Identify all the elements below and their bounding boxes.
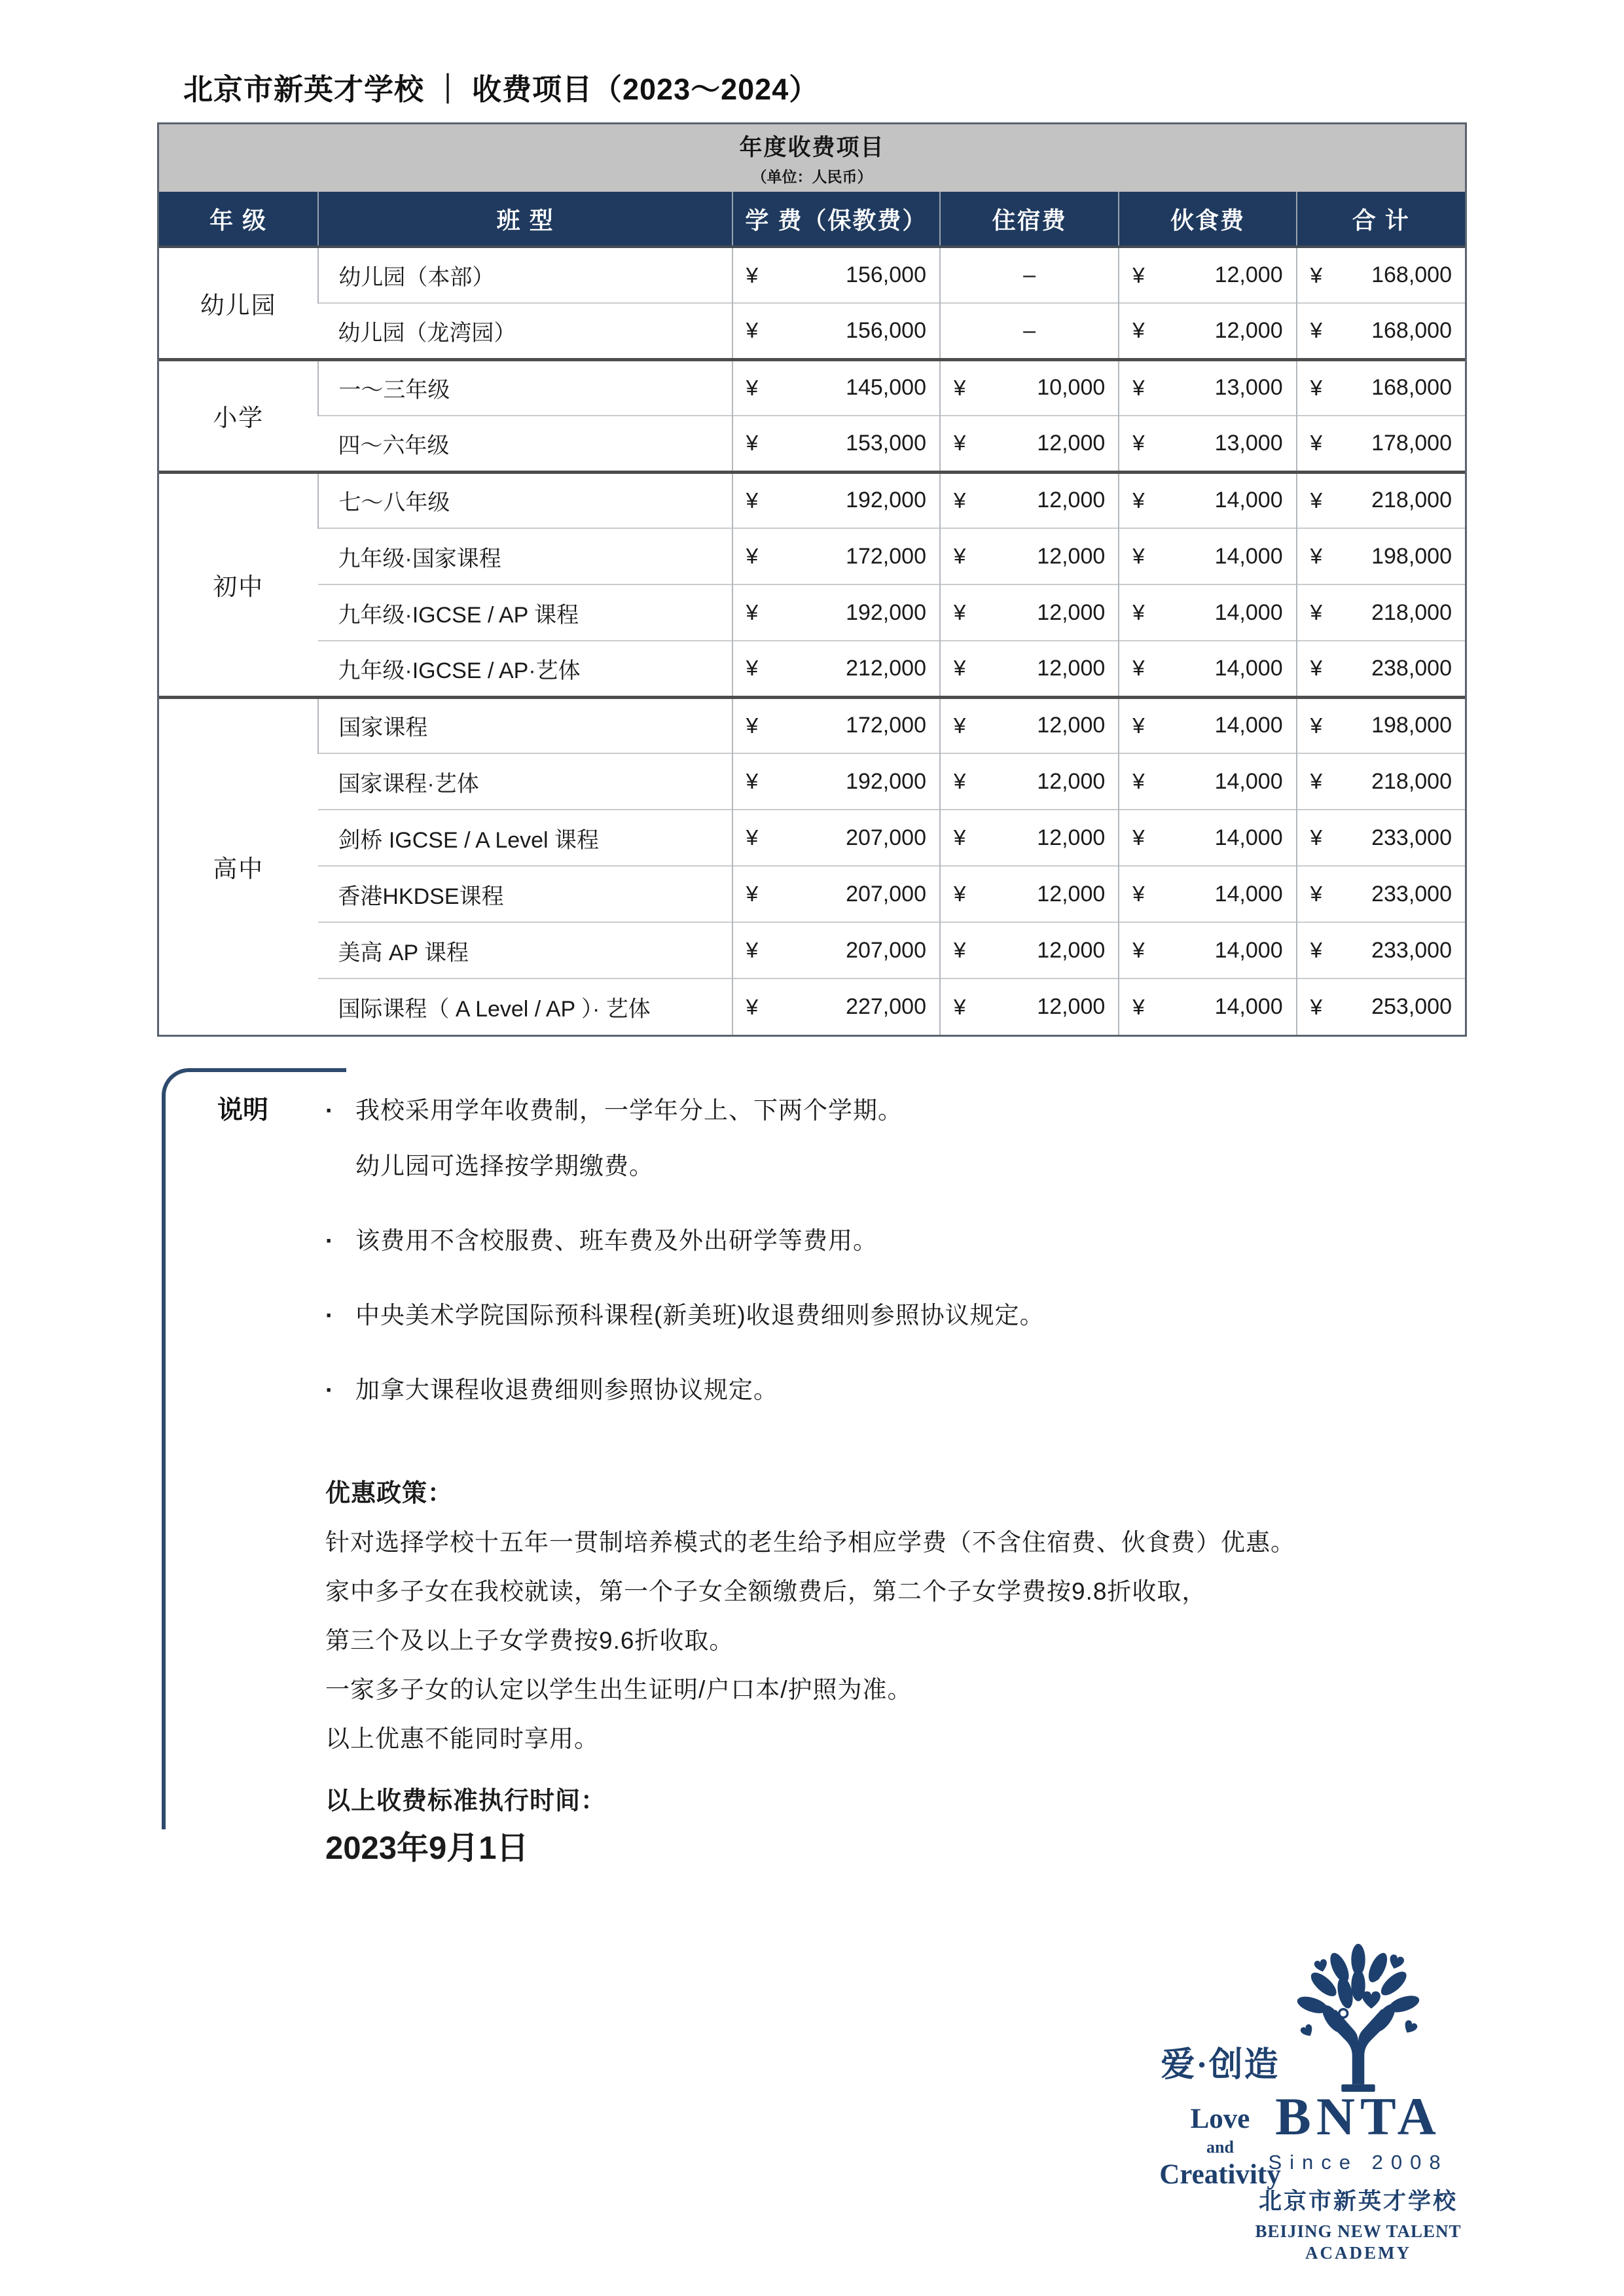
note-line	[325, 1374, 1448, 1407]
column-header-4: 伙食费	[1119, 192, 1296, 247]
meal-cell	[1119, 359, 1296, 416]
program-cell: 一～三年级	[318, 359, 732, 416]
meal-cell	[1119, 528, 1296, 584]
boarding-cell	[940, 810, 1119, 866]
amount-value: 192,000	[846, 488, 926, 513]
amount-value: 172,000	[846, 543, 926, 569]
currency-symbol: ¥	[953, 938, 966, 962]
currency-symbol: ¥	[1132, 882, 1145, 906]
note-line	[325, 1150, 1448, 1183]
table-row	[159, 866, 1465, 922]
notes-section	[162, 1068, 1468, 1866]
tuition-cell	[732, 810, 940, 866]
amount-value: 14,000	[1214, 881, 1283, 906]
amount-value: 12,000	[1037, 713, 1106, 738]
table-row	[159, 810, 1465, 866]
program-cell: 美高 AP 课程	[318, 922, 732, 978]
note-line	[325, 1299, 1448, 1332]
amount-value: 14,000	[1214, 600, 1283, 625]
currency-symbol: ¥	[1310, 488, 1322, 512]
program-cell: 九年级·IGCSE / AP 课程	[318, 584, 732, 641]
total-cell	[1297, 247, 1465, 303]
policy-line: 以上优惠不能同时享用。	[325, 1725, 599, 1752]
tuition-cell	[732, 528, 940, 584]
program-cell: 国际课程（ A Level / AP ）· 艺体	[318, 978, 732, 1035]
meal-cell	[1119, 247, 1296, 303]
note-text: 加拿大课程收退费细则参照协议规定。	[355, 1376, 778, 1403]
grade-cell: 高中	[159, 697, 318, 1035]
amount-value: 145,000	[846, 375, 926, 401]
meal-cell	[1119, 303, 1296, 359]
amount-value: 168,000	[1371, 262, 1452, 287]
currency-symbol: ¥	[953, 656, 966, 681]
tuition-cell	[732, 922, 940, 978]
currency-symbol: ¥	[1310, 600, 1322, 624]
program-cell: 四～六年级	[318, 416, 732, 472]
total-cell	[1297, 528, 1465, 584]
amount-value: 12,000	[1037, 543, 1106, 569]
program-cell: 国家课程·艺体	[318, 753, 732, 810]
amount-value: 218,000	[1371, 768, 1452, 794]
tuition-cell	[732, 303, 940, 359]
amount-value: 172,000	[846, 713, 926, 738]
amount-value: 156,000	[846, 317, 926, 343]
currency-symbol: ¥	[1310, 318, 1322, 343]
currency-symbol: ¥	[1132, 488, 1145, 512]
amount-value: 153,000	[846, 430, 926, 456]
total-cell	[1297, 697, 1465, 753]
boarding-cell	[940, 416, 1119, 472]
boarding-cell	[940, 697, 1119, 753]
currency-symbol: ¥	[746, 544, 759, 568]
currency-symbol: ¥	[1310, 656, 1322, 681]
table-row	[159, 416, 1465, 472]
currency-symbol: ¥	[1310, 544, 1322, 568]
program-cell: 国家课程	[318, 697, 732, 753]
currency-symbol: ¥	[1132, 994, 1145, 1019]
currency-symbol: ¥	[953, 769, 966, 793]
currency-symbol: ¥	[746, 713, 759, 738]
slogan-love: Love	[1190, 2104, 1250, 2134]
total-cell	[1297, 641, 1465, 697]
amount-value: 253,000	[1371, 994, 1452, 1019]
policy-title: 优惠政策：	[325, 1480, 454, 1507]
bullet-marker	[325, 1150, 355, 1183]
program-cell: 香港HKDSE课程	[318, 866, 732, 922]
total-cell	[1297, 810, 1465, 866]
bnta-since: Since 2008	[1268, 2151, 1449, 2174]
fee-table-grid	[159, 192, 1465, 1035]
currency-symbol: ¥	[746, 375, 759, 400]
column-header-3: 住宿费	[940, 192, 1119, 247]
boarding-cell	[940, 641, 1119, 697]
tuition-cell	[732, 584, 940, 641]
currency-symbol: ¥	[746, 262, 759, 287]
boarding-cell	[940, 866, 1119, 922]
note-text: 中央美术学院国际预科课程(新美班)收退费细则参照协议规定。	[355, 1302, 1045, 1329]
currency-symbol: ¥	[953, 544, 966, 568]
currency-symbol: ¥	[1132, 431, 1145, 456]
table-subtitle: （单位：人民币）	[751, 168, 873, 185]
amount-value: 168,000	[1371, 317, 1452, 343]
fee-table	[157, 122, 1467, 1037]
currency-symbol: ¥	[1132, 375, 1145, 400]
amount-value: 14,000	[1214, 994, 1283, 1019]
boarding-cell	[940, 978, 1119, 1035]
tuition-cell	[732, 866, 940, 922]
table-row	[159, 978, 1465, 1035]
currency-symbol: ¥	[746, 488, 759, 512]
note-line	[325, 1094, 1448, 1127]
amount-value: 13,000	[1214, 430, 1283, 456]
amount-value: 207,000	[846, 825, 926, 850]
total-cell	[1297, 584, 1465, 641]
currency-symbol: ¥	[953, 882, 966, 906]
total-cell	[1297, 359, 1465, 416]
amount-value: 14,000	[1214, 655, 1283, 681]
heart-tree-icon	[1288, 1939, 1428, 2092]
meal-cell	[1119, 810, 1296, 866]
program-cell: 七～八年级	[318, 472, 732, 528]
bnta-logo	[1250, 1939, 1466, 2263]
program-cell: 幼儿园（龙湾园）	[318, 303, 732, 359]
notes-bullet-list	[325, 1094, 1448, 1407]
amount-value: 12,000	[1037, 430, 1106, 456]
currency-symbol: ¥	[953, 825, 966, 850]
boarding-cell: –	[940, 303, 1119, 359]
currency-symbol: ¥	[953, 488, 966, 512]
tuition-cell	[732, 753, 940, 810]
policy-lines	[325, 1526, 1448, 1755]
currency-symbol: ¥	[1310, 431, 1322, 456]
tuition-cell	[732, 978, 940, 1035]
bullet-marker: ·	[325, 1376, 334, 1403]
table-row	[159, 753, 1465, 810]
currency-symbol: ¥	[1132, 825, 1145, 850]
amount-value: 233,000	[1371, 881, 1452, 906]
policy-line: 第三个及以上子女学费按9.6折收取。	[325, 1627, 734, 1654]
tuition-cell	[732, 359, 940, 416]
note-text: 幼儿园可选择按学期缴费。	[355, 1153, 654, 1179]
currency-symbol: ¥	[1310, 825, 1322, 850]
amount-value: 13,000	[1214, 375, 1283, 401]
amount-value: 192,000	[846, 768, 926, 794]
currency-symbol: ¥	[746, 600, 759, 624]
currency-symbol: ¥	[1132, 938, 1145, 962]
currency-symbol: ¥	[1132, 318, 1145, 343]
boarding-cell	[940, 753, 1119, 810]
amount-value: 238,000	[1371, 655, 1452, 681]
currency-symbol: ¥	[1310, 882, 1322, 906]
meal-cell	[1119, 416, 1296, 472]
policy-line: 一家多子女的认定以学生出生证明/户口本/护照为准。	[325, 1676, 912, 1703]
note-line	[325, 1225, 1448, 1257]
table-row	[159, 584, 1465, 641]
currency-symbol: ¥	[746, 656, 759, 681]
table-row	[159, 303, 1465, 359]
amount-value: 14,000	[1214, 543, 1283, 569]
policy-block	[325, 1477, 1448, 1867]
meal-cell	[1119, 472, 1296, 528]
table-header-row	[159, 192, 1465, 247]
boarding-cell	[940, 359, 1119, 416]
table-title: 年度收费项目	[739, 135, 885, 160]
currency-symbol: ¥	[1310, 375, 1322, 400]
program-cell: 剑桥 IGCSE / A Level 课程	[318, 810, 732, 866]
currency-symbol: ¥	[1132, 600, 1145, 624]
slogan-and: and	[1206, 2138, 1234, 2157]
grade-cell: 小学	[159, 359, 318, 472]
meal-cell	[1119, 922, 1296, 978]
currency-symbol: ¥	[746, 318, 759, 343]
amount-value: 14,000	[1214, 713, 1283, 738]
amount-value: 156,000	[846, 262, 926, 287]
boarding-cell	[940, 528, 1119, 584]
note-text: 该费用不含校服费、班车费及外出研学等费用。	[355, 1227, 878, 1254]
amount-value: 212,000	[846, 655, 926, 681]
amount-value: 14,000	[1214, 768, 1283, 794]
table-row	[159, 359, 1465, 416]
column-header-2: 学 费（保教费）	[732, 192, 940, 247]
amount-value: 198,000	[1371, 543, 1452, 569]
amount-value: 218,000	[1371, 600, 1452, 625]
currency-symbol: ¥	[953, 713, 966, 738]
effective-date: 2023年9月1日	[325, 1831, 529, 1866]
amount-value: 12,000	[1037, 937, 1106, 963]
bullet-marker: ·	[325, 1227, 334, 1254]
amount-value: 12,000	[1037, 768, 1106, 794]
amount-value: 14,000	[1214, 825, 1283, 850]
meal-cell	[1119, 697, 1296, 753]
boarding-cell	[940, 922, 1119, 978]
program-cell: 九年级·国家课程	[318, 528, 732, 584]
bnta-school-name-en2: ACADEMY	[1305, 2243, 1411, 2263]
currency-symbol: ¥	[1310, 938, 1322, 962]
meal-cell	[1119, 978, 1296, 1035]
currency-symbol: ¥	[1132, 544, 1145, 568]
currency-symbol: ¥	[746, 994, 759, 1019]
amount-value: 12,000	[1037, 994, 1106, 1019]
table-row	[159, 697, 1465, 753]
amount-value: 207,000	[846, 881, 926, 906]
currency-symbol: ¥	[953, 431, 966, 456]
table-row	[159, 247, 1465, 303]
program-cell: 幼儿园（本部）	[318, 247, 732, 303]
boarding-cell	[940, 584, 1119, 641]
currency-symbol: ¥	[746, 431, 759, 456]
amount-value: 12,000	[1037, 655, 1106, 681]
currency-symbol: ¥	[953, 600, 966, 624]
currency-symbol: ¥	[1310, 713, 1322, 738]
total-cell	[1297, 753, 1465, 810]
policy-line: 针对选择学校十五年一贯制培养模式的老生给予相应学费（不含住宿费、伙食费）优惠。	[325, 1529, 1295, 1556]
program-cell: 九年级·IGCSE / AP·艺体	[318, 641, 732, 697]
table-row	[159, 641, 1465, 697]
total-cell	[1297, 416, 1465, 472]
currency-symbol: ¥	[953, 994, 966, 1019]
table-row	[159, 528, 1465, 584]
bnta-school-name-cn: 北京市新英才学校	[1258, 2189, 1458, 2214]
total-cell	[1297, 866, 1465, 922]
currency-symbol: ¥	[746, 882, 759, 906]
currency-symbol: ¥	[1310, 994, 1322, 1019]
effective-date-title: 以上收费标准执行时间：	[325, 1787, 607, 1815]
grade-cell: 初中	[159, 472, 318, 697]
tuition-cell	[732, 247, 940, 303]
amount-value: 12,000	[1214, 262, 1283, 287]
amount-value: 233,000	[1371, 937, 1452, 963]
amount-value: 198,000	[1371, 713, 1452, 738]
currency-symbol: ¥	[1310, 769, 1322, 793]
amount-value: 10,000	[1037, 375, 1106, 401]
currency-symbol: ¥	[1132, 713, 1145, 738]
amount-value: 14,000	[1214, 488, 1283, 513]
amount-value: 207,000	[846, 937, 926, 963]
column-header-5: 合 计	[1297, 192, 1465, 247]
note-text: 我校采用学年收费制，一学年分上、下两个学期。	[355, 1097, 903, 1124]
slogan-creativity: Creativity	[1159, 2159, 1281, 2190]
currency-symbol: ¥	[746, 825, 759, 850]
bnta-school-name-en: BEIJING NEW TALENT	[1255, 2221, 1462, 2241]
table-row	[159, 472, 1465, 528]
amount-value: 178,000	[1371, 430, 1452, 456]
currency-symbol: ¥	[1132, 769, 1145, 793]
amount-value: 12,000	[1037, 825, 1106, 850]
currency-symbol: ¥	[746, 769, 759, 793]
table-title-band	[159, 124, 1465, 192]
notes-content	[217, 1094, 1448, 1867]
amount-value: 227,000	[846, 994, 926, 1019]
notes-label: 说明	[217, 1096, 269, 1124]
column-header-1: 班 型	[318, 192, 732, 247]
total-cell	[1297, 472, 1465, 528]
amount-value: 12,000	[1214, 317, 1283, 343]
tuition-cell	[732, 697, 940, 753]
boarding-cell	[940, 472, 1119, 528]
currency-symbol: ¥	[746, 938, 759, 962]
tuition-cell	[732, 416, 940, 472]
grade-cell: 幼儿园	[159, 247, 318, 359]
bullet-marker: ·	[325, 1302, 334, 1329]
currency-symbol: ¥	[1132, 262, 1145, 287]
amount-value: 192,000	[846, 600, 926, 625]
page-title: 北京市新英才学校 ｜ 收费项目（2023～2024）	[183, 73, 820, 106]
meal-cell	[1119, 641, 1296, 697]
total-cell	[1297, 922, 1465, 978]
amount-value: 233,000	[1371, 825, 1452, 850]
tuition-cell	[732, 641, 940, 697]
meal-cell	[1119, 866, 1296, 922]
bullet-marker: ·	[325, 1097, 334, 1124]
bnta-acronym: BNTA	[1275, 2087, 1441, 2146]
amount-value: 12,000	[1037, 488, 1106, 513]
currency-symbol: ¥	[1132, 656, 1145, 681]
meal-cell	[1119, 584, 1296, 641]
tuition-cell	[732, 472, 940, 528]
amount-value: 168,000	[1371, 375, 1452, 401]
table-row	[159, 922, 1465, 978]
meal-cell	[1119, 753, 1296, 810]
slogan-cn: 爱·创造	[1161, 2047, 1280, 2084]
amount-value: 218,000	[1371, 488, 1452, 513]
policy-line: 家中多子女在我校就读，第一个子女全额缴费后，第二个子女学费按9.8折收取，	[325, 1578, 1207, 1605]
column-header-0: 年 级	[159, 192, 318, 247]
total-cell	[1297, 978, 1465, 1035]
currency-symbol: ¥	[1310, 262, 1322, 287]
boarding-cell: –	[940, 247, 1119, 303]
amount-value: 14,000	[1214, 937, 1283, 963]
amount-value: 12,000	[1037, 881, 1106, 906]
amount-value: 12,000	[1037, 600, 1106, 625]
total-cell	[1297, 303, 1465, 359]
currency-symbol: ¥	[953, 375, 966, 400]
